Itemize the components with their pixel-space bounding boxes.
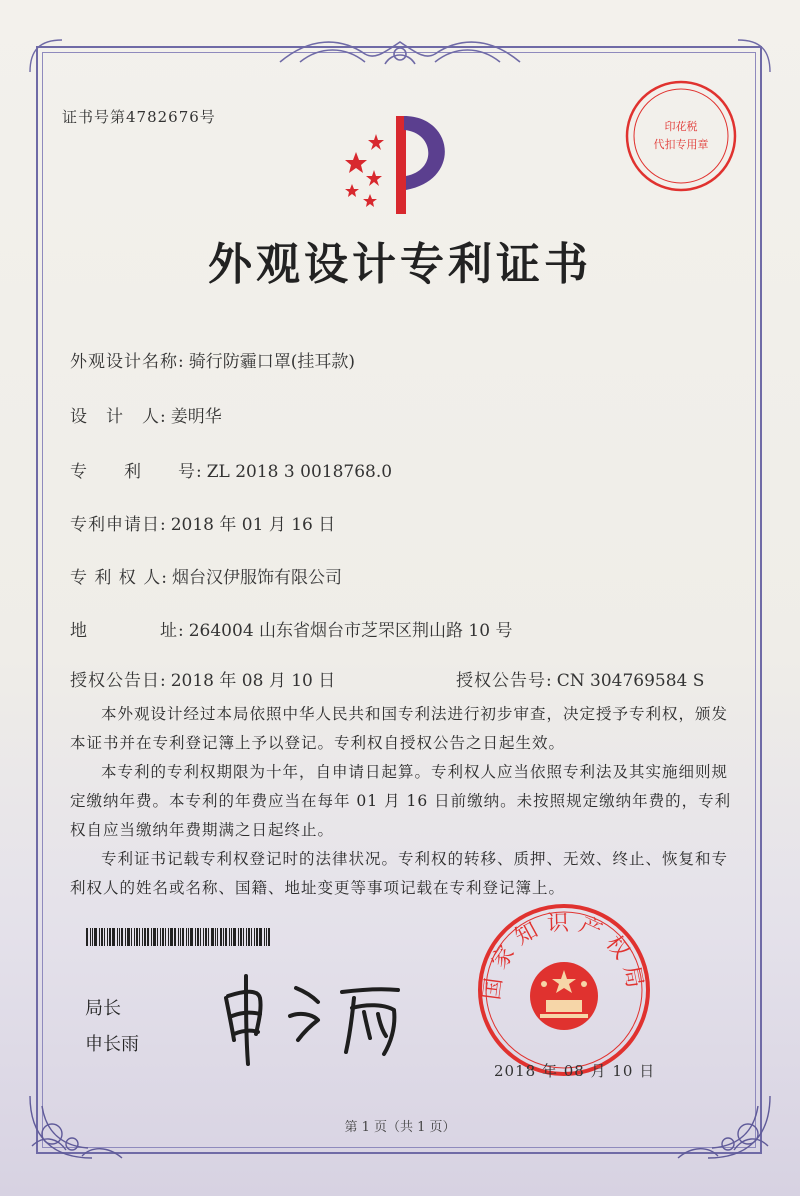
barcode-bar — [157, 928, 158, 946]
field-value: 264004 山东省烟台市芝罘区荆山路 10 号 — [188, 621, 513, 641]
svg-text:国家知识产权局: 国家知识产权局 — [479, 910, 649, 1002]
patent-office-logo — [334, 110, 464, 220]
barcode-bar — [215, 928, 216, 946]
barcode-bar — [220, 928, 222, 946]
certificate-number: 证书号第4782676号 — [62, 108, 216, 126]
barcode-bar — [131, 928, 132, 946]
barcode-bar — [162, 928, 164, 946]
barcode-bar — [256, 928, 258, 946]
barcode-bar — [205, 928, 207, 946]
barcode-bar — [188, 928, 189, 946]
barcode — [86, 928, 296, 946]
certificate-title: 外观设计专利证书 — [208, 239, 592, 290]
barcode-bar — [229, 928, 230, 946]
field-design-name — [70, 347, 355, 372]
field-label: 授权公告号: — [456, 671, 553, 691]
barcode-bar — [125, 928, 126, 946]
barcode-bar — [107, 928, 108, 946]
barcode-bar — [240, 928, 242, 946]
barcode-bar — [200, 928, 201, 946]
barcode-bar — [142, 928, 143, 946]
barcode-bar — [92, 928, 93, 946]
barcode-bar — [151, 928, 152, 946]
barcode-bar — [121, 928, 123, 946]
barcode-bar — [109, 928, 111, 946]
barcode-bar — [112, 928, 115, 946]
barcode-bar — [243, 928, 244, 946]
barcode-bar — [144, 928, 146, 946]
barcode-bar — [231, 928, 232, 946]
field-value: CN 304769584 S — [556, 671, 705, 691]
barcode-bar — [203, 928, 204, 946]
field-label: 专利申请日: — [70, 515, 167, 535]
field-label: 专 利 号: — [70, 462, 203, 482]
director-name: 申长雨 — [85, 1034, 139, 1055]
field-patent-number — [70, 457, 392, 482]
barcode-bar — [208, 928, 209, 946]
field-label: 授权公告日: — [70, 671, 167, 691]
barcode-bar — [134, 928, 135, 946]
field-grant-number — [456, 666, 704, 691]
svg-text:印花税: 印花税 — [664, 120, 698, 133]
corner-ornament-top-left — [26, 36, 66, 76]
barcode-bar — [186, 928, 187, 946]
barcode-bar — [165, 928, 166, 946]
field-value: 烟台汉伊服饰有限公司 — [171, 568, 342, 588]
barcode-bar — [147, 928, 149, 946]
barcode-bar — [266, 928, 267, 946]
barcode-bar — [86, 928, 88, 946]
field-label: 专 利 权 人: — [70, 568, 168, 588]
corner-ornament-top-right — [734, 36, 774, 76]
barcode-bar — [178, 928, 179, 946]
barcode-bar — [259, 928, 262, 946]
barcode-bar — [217, 928, 218, 946]
barcode-bar — [101, 928, 103, 946]
barcode-bar — [136, 928, 138, 946]
barcode-bar — [264, 928, 265, 946]
field-value: 2018 年 01 月 16 日 — [170, 515, 336, 535]
field-value: ZL 2018 3 0018768.0 — [206, 462, 393, 482]
barcode-bar — [153, 928, 156, 946]
barcode-bar — [99, 928, 100, 946]
barcode-bar — [223, 928, 224, 946]
national-emblem-icon — [530, 962, 598, 1030]
barcode-bar — [182, 928, 184, 946]
field-value: 2018 年 08 月 10 日 — [170, 671, 336, 691]
field-grant-date — [70, 666, 335, 691]
barcode-bar — [94, 928, 97, 946]
barcode-bar — [127, 928, 130, 946]
barcode-bar — [168, 928, 169, 946]
barcode-bar — [139, 928, 140, 946]
field-designer — [70, 402, 222, 427]
field-filing-date — [70, 510, 335, 535]
barcode-bar — [104, 928, 105, 946]
body-paragraph: 本外观设计经过本局依照中华人民共和国专利法进行初步审查，决定授予专利权，颁发本证书并在专利登记簿上予以登记。专利权自授权公告之日起生效。 — [70, 705, 729, 752]
field-label: 地 址: — [70, 621, 185, 641]
field-label: 设 计 人: — [70, 407, 167, 427]
barcode-bar — [119, 928, 120, 946]
svg-text:代扣专用章: 代扣专用章 — [653, 138, 709, 151]
barcode-bar — [246, 928, 247, 946]
barcode-bar — [195, 928, 196, 946]
barcode-bar — [90, 928, 91, 946]
barcode-bar — [251, 928, 252, 946]
barcode-bar — [238, 928, 239, 946]
page-number: 第 1 页（共 1 页） — [344, 1120, 456, 1135]
top-ornament — [270, 32, 530, 72]
field-value: 姜明华 — [170, 407, 222, 427]
barcode-bar — [268, 928, 270, 946]
seal-date: 2018 年 08 月 10 日 — [494, 1062, 656, 1080]
barcode-bar — [117, 928, 118, 946]
barcode-bar — [197, 928, 199, 946]
field-value: 骑行防霾口罩(挂耳款) — [188, 352, 355, 372]
barcode-bar — [174, 928, 176, 946]
director-title: 局长 — [85, 998, 121, 1019]
barcode-bar — [180, 928, 181, 946]
certificate-body — [70, 700, 740, 903]
tax-stamp — [623, 78, 739, 194]
barcode-bar — [160, 928, 161, 946]
body-paragraph: 本专利的专利权期限为十年，自申请日起算。专利权人应当依照专利法及其实施细则规定缴纳年费。本专利的年费应当在每年 01 月 16 日前缴纳。未按照规定缴纳年费的，专利权自应当缴纳年费期满之日起终止。 — [70, 763, 732, 839]
barcode-bar — [170, 928, 173, 946]
field-label: 外观设计名称: — [70, 352, 185, 372]
field-patentee — [70, 563, 342, 588]
barcode-bar — [233, 928, 236, 946]
body-paragraph: 专利证书记载专利权登记时的法律状况。专利权的转移、质押、无效、终止、恢复和专利权人的姓名或名称、国籍、地址变更等事项记载在专利登记簿上。 — [70, 850, 729, 897]
official-seal — [474, 900, 654, 1080]
director-signature — [218, 968, 418, 1068]
field-address — [70, 616, 512, 641]
barcode-bar — [225, 928, 227, 946]
barcode-bar — [190, 928, 193, 946]
barcode-bar — [254, 928, 255, 946]
barcode-bar — [248, 928, 250, 946]
barcode-bar — [211, 928, 214, 946]
